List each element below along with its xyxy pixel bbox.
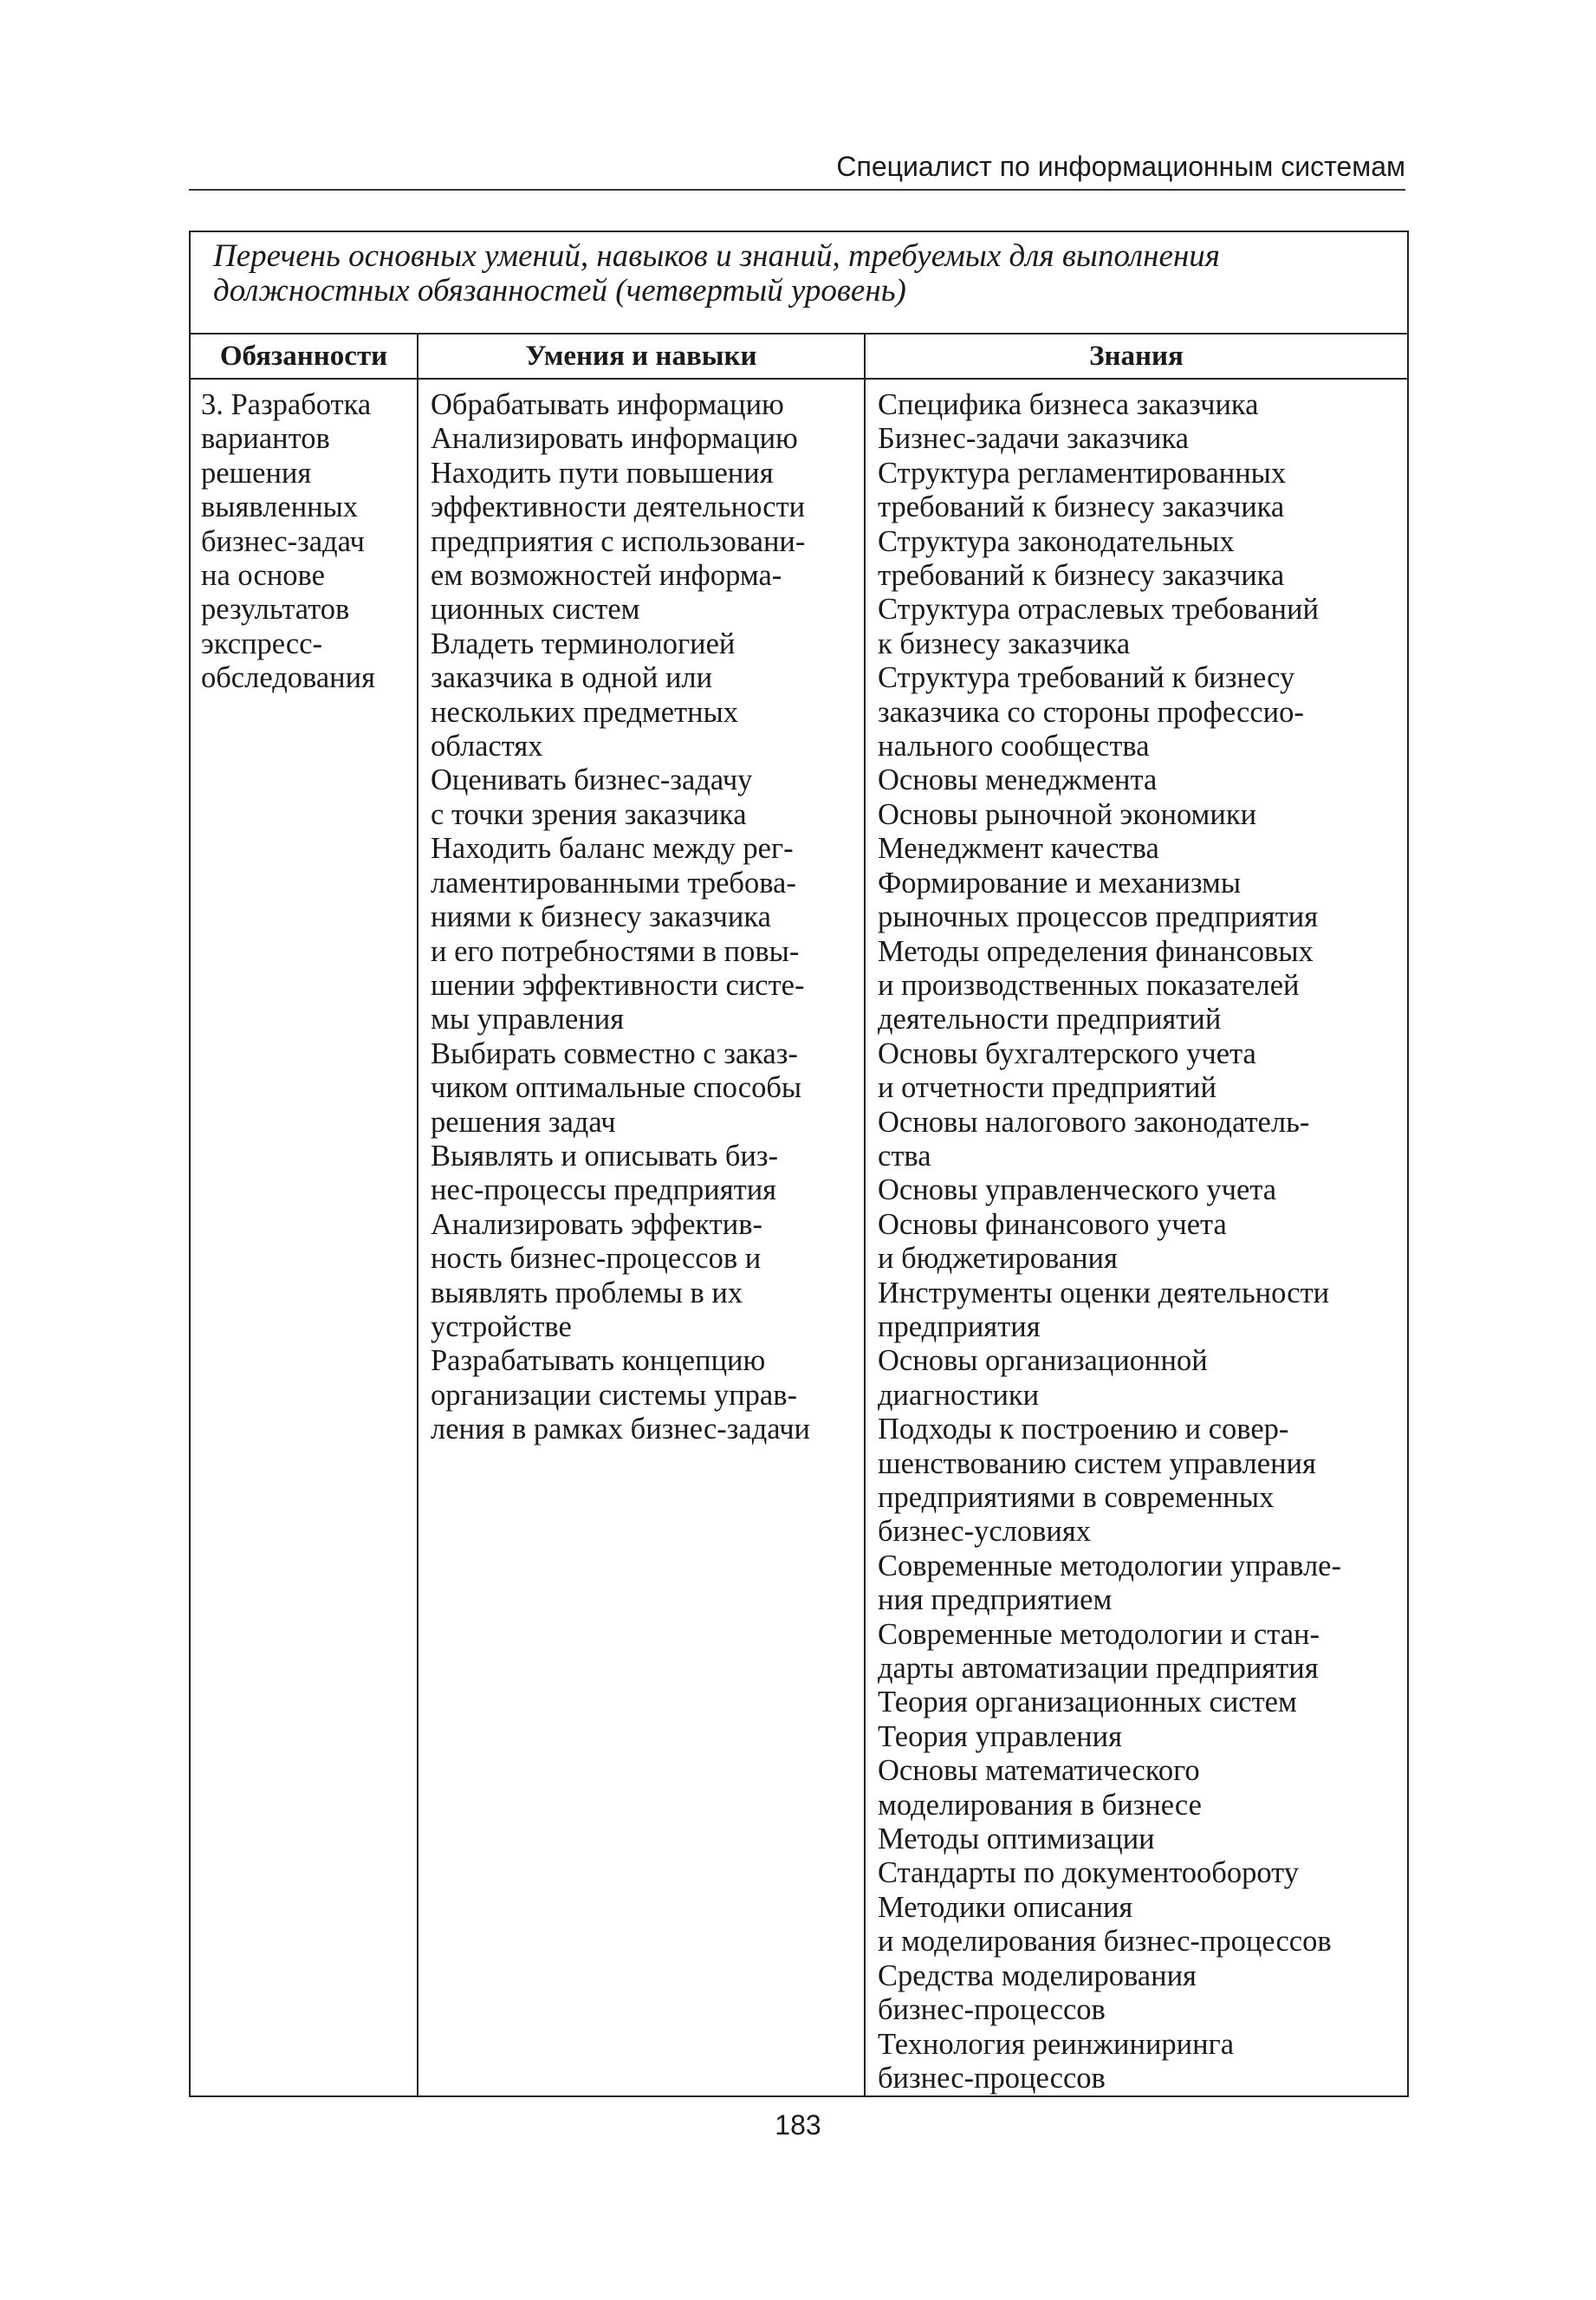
duty-line: бизнес-задач xyxy=(201,524,365,558)
knowledge-cell xyxy=(865,379,1408,2096)
skill-line: предприятия с использовани- xyxy=(431,524,806,558)
knowledge-line: Специфика бизнеса заказчика xyxy=(878,388,1259,421)
skill-line: Разрабатывать концепцию xyxy=(431,1344,766,1378)
knowledge-line: Структура законодательных xyxy=(878,524,1235,558)
duty-line: обследования xyxy=(201,661,375,695)
knowledge-line: Методы оптимизации xyxy=(878,1822,1155,1856)
knowledge-line: ния предприятием xyxy=(878,1583,1113,1617)
knowledge-line: требований к бизнесу заказчика xyxy=(878,559,1285,593)
skill-line: Анализировать эффектив- xyxy=(431,1207,763,1241)
knowledge-line: Бизнес-задачи заказчика xyxy=(878,422,1189,456)
skill-line: ем возможностей информа- xyxy=(431,559,782,593)
knowledge-line: дарты автоматизации предприятия xyxy=(878,1652,1319,1686)
skill-line: ления в рамках бизнес-задачи xyxy=(431,1413,811,1446)
knowledge-line: Основы управленческого учета xyxy=(878,1173,1277,1207)
skill-line: и его потребностями в повы- xyxy=(431,934,800,968)
knowledge-line: шенствованию систем управления xyxy=(878,1446,1316,1480)
knowledge-line: ства xyxy=(878,1139,931,1173)
header-knowledge: Знания xyxy=(865,334,1408,379)
knowledge-line: бизнес-процессов xyxy=(878,1993,1106,2027)
knowledge-line: бизнес-процессов xyxy=(878,2061,1106,2095)
skill-line: Обрабатывать информацию xyxy=(431,388,784,421)
table-caption-line: должностных обязанностей (четвертый уровень) xyxy=(213,273,906,309)
knowledge-line: Основы рыночной экономики xyxy=(878,797,1257,831)
knowledge-line: Структура отраслевых требований xyxy=(878,593,1319,627)
skill-line: Выбирать совместно с заказ- xyxy=(431,1036,798,1070)
skill-line: шении эффективности систе- xyxy=(431,968,805,1002)
duties-cell xyxy=(190,379,418,2096)
knowledge-line: заказчика со стороны профессио- xyxy=(878,695,1304,729)
page-number: 183 xyxy=(775,2109,821,2141)
knowledge-line: и отчетности предприятий xyxy=(878,1071,1216,1105)
skills-cell xyxy=(418,379,865,2096)
knowledge-line: Стандарты по документообороту xyxy=(878,1856,1300,1890)
table-row xyxy=(190,379,1408,2096)
skill-line: мы управления xyxy=(431,1003,625,1036)
knowledge-line: предприятиями в современных xyxy=(878,1481,1275,1514)
skill-line: нес-процессы предприятия xyxy=(431,1173,777,1207)
duty-line: решения xyxy=(201,456,312,490)
knowledge-line: Формирование и механизмы xyxy=(878,866,1242,900)
skill-line: выявлять проблемы в их xyxy=(431,1276,743,1309)
knowledge-line: Менеджмент качества xyxy=(878,832,1159,866)
table-header-row xyxy=(190,334,1408,379)
knowledge-line: Основы бухгалтерского учета xyxy=(878,1036,1256,1070)
header-skills: Умения и навыки xyxy=(418,334,865,379)
knowledge-line: моделирования в бизнесе xyxy=(878,1788,1202,1822)
duty-line: вариантов xyxy=(201,422,330,456)
skill-line: решения задач xyxy=(431,1105,616,1139)
knowledge-line: и производственных показателей xyxy=(878,968,1300,1002)
skill-line: ниями к бизнесу заказчика xyxy=(431,900,771,934)
skill-line: организации системы управ- xyxy=(431,1378,798,1412)
skill-line: Владеть терминологией xyxy=(431,627,736,660)
skill-line: Оценивать бизнес-задачу xyxy=(431,763,753,797)
knowledge-line: Современные методологии и стан- xyxy=(878,1617,1320,1651)
knowledge-line: Основы финансового учета xyxy=(878,1207,1227,1241)
skill-line: ционных систем xyxy=(431,593,640,627)
skill-line: Находить баланс между рег- xyxy=(431,832,794,866)
knowledge-line: и бюджетирования xyxy=(878,1242,1118,1276)
skill-line: с точки зрения заказчика xyxy=(431,797,747,831)
skill-line: ламентированными требова- xyxy=(431,866,796,900)
knowledge-line: Основы налогового законодатель- xyxy=(878,1105,1310,1139)
knowledge-line: Теория организационных систем xyxy=(878,1686,1297,1719)
knowledge-line: Основы организационной xyxy=(878,1344,1208,1378)
knowledge-line: предприятия xyxy=(878,1309,1041,1343)
knowledge-line: Подходы к построению и совер- xyxy=(878,1413,1289,1446)
skill-line: эффективности деятельности xyxy=(431,491,806,524)
duty-line: на основе xyxy=(201,559,325,593)
skill-line: устройстве xyxy=(431,1309,572,1343)
knowledge-line: бизнес-условиях xyxy=(878,1515,1091,1549)
skill-line: Анализировать информацию xyxy=(431,422,798,456)
knowledge-line: Методы определения финансовых xyxy=(878,934,1314,968)
skills-table xyxy=(189,231,1409,2097)
knowledge-line: и моделирования бизнес-процессов xyxy=(878,1925,1332,1959)
knowledge-line: диагностики xyxy=(878,1378,1040,1412)
duty-line: 3. Разработка xyxy=(201,388,372,421)
knowledge-line: рыночных процессов предприятия xyxy=(878,900,1319,934)
skill-line: Выявлять и описывать биз- xyxy=(431,1139,778,1173)
duty-line: результатов xyxy=(201,593,350,627)
knowledge-line: Технология реинжиниринга xyxy=(878,2027,1235,2061)
header-duties: Обязанности xyxy=(190,334,418,379)
skill-line: областях xyxy=(431,730,543,763)
knowledge-line: Структура требований к бизнесу xyxy=(878,661,1295,695)
knowledge-line: Теория управления xyxy=(878,1719,1122,1753)
knowledge-line: к бизнесу заказчика xyxy=(878,627,1131,660)
knowledge-line: Структура регламентированных xyxy=(878,456,1287,490)
knowledge-line: Основы математического xyxy=(878,1754,1200,1788)
knowledge-line: Основы менеджмента xyxy=(878,763,1158,797)
skill-line: Находить пути повышения xyxy=(431,456,774,490)
knowledge-line: Инструменты оценки деятельности xyxy=(878,1276,1330,1309)
knowledge-line: Средства моделирования xyxy=(878,1959,1197,1992)
skill-line: чиком оптимальные способы xyxy=(431,1071,802,1105)
table-caption-row xyxy=(190,231,1408,334)
knowledge-line: нального сообщества xyxy=(878,730,1150,763)
skill-line: заказчика в одной или xyxy=(431,661,713,695)
duty-line: экспресс- xyxy=(201,627,323,660)
knowledge-line: Современные методологии управле- xyxy=(878,1549,1341,1582)
table-caption xyxy=(190,231,1408,334)
table-caption-line: Перечень основных умений, навыков и знаний, требуемых для выполнения xyxy=(213,238,1220,274)
knowledge-line: требований к бизнесу заказчика xyxy=(878,491,1285,524)
skill-line: нескольких предметных xyxy=(431,695,739,729)
running-head: Специалист по информационным системам xyxy=(189,149,1405,191)
skill-line: ность бизнес-процессов и xyxy=(431,1242,762,1276)
knowledge-line: деятельности предприятий xyxy=(878,1003,1222,1036)
knowledge-line: Методики описания xyxy=(878,1890,1133,1924)
duty-line: выявленных xyxy=(201,491,359,524)
